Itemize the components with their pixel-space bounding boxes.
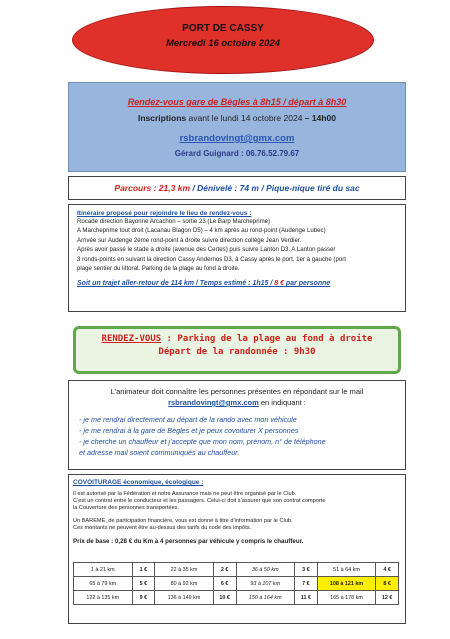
trip-price: 8 € <box>274 280 284 288</box>
table-cell: 6 € <box>213 577 236 591</box>
itinerary-line: A Marcheprime tout droit (Lacanau Blagon D5) – 4 km après au rond-point (Audenge Lubec) <box>77 227 326 235</box>
contact-email-link[interactable]: rsbrandovingt@gmx.com <box>179 133 295 144</box>
event-date: Mercredi 16 octobre 2024 <box>165 38 281 49</box>
trip-suffix: par personne <box>283 280 331 288</box>
rendezvous-line: Rendez-vous gare de Bègles à 8h15 / départ à 8h30 <box>127 97 347 107</box>
table-cell: 3 € <box>295 563 318 577</box>
inscriptions-prefix: Inscriptions <box>137 113 189 123</box>
table-cell: 12 € <box>376 591 399 605</box>
table-cell: 136 à 149 km <box>155 591 214 605</box>
carpool-text: Il est autorisé par la Fédération et notre Assurance mais ne peut être organisé par le Club. <box>73 491 297 497</box>
table-cell: 2 € <box>213 563 236 577</box>
highlighted-cell: 108 à 121 km <box>317 577 376 591</box>
rendezvous-label: RENDEZ-VOUS <box>101 334 162 344</box>
table-cell: 10 € <box>213 591 236 605</box>
itinerary-box <box>68 204 406 312</box>
table-cell: 36 à 50 km <box>236 563 295 577</box>
departure-time: Départ de la randonnée : 9h30 <box>158 347 316 357</box>
table-cell: 93 à 107 km <box>236 577 295 591</box>
rendezvous-highlight-box <box>73 326 401 374</box>
option-item: - je me rendrai directement au départ de la rando avec mon véhicule <box>79 415 297 424</box>
table-cell: 51 à 64 km <box>317 563 376 577</box>
route-distance: Parcours : 21,3 km <box>114 183 191 193</box>
itinerary-heading: Itinéraire proposé pour rejoindre le lieu de rendez-vous : <box>77 210 252 217</box>
carpool-heading: COVOITURAGE économique, écologique : <box>73 479 204 486</box>
table-row <box>74 577 399 591</box>
base-price: Prix de base : 0,28 € du Km à 4 personnes par véhicule y compris le chauffeur. <box>73 538 304 546</box>
itinerary-line: Arrivée sur Audenge 2ème rond-point à droite suivre direction collège Jean Verdier. <box>77 236 302 244</box>
table-row <box>74 563 399 577</box>
option-item: - je cherche un chauffeur et j’accepte que mon nom, prénom, n° de téléphone <box>79 437 326 446</box>
contact-person: Gérard Guignard : 06.76.52.79.67 <box>174 149 300 158</box>
inscriptions-deadline: avant le lundi 14 octobre 2024 <box>188 113 303 123</box>
animator-email-line <box>69 398 405 407</box>
highlighted-cell: 8 € <box>376 577 399 591</box>
rendezvous-parking <box>76 334 398 344</box>
trip-text: Soit un trajet aller-retour de 114 km / Temps estimé : 1h15 / <box>77 280 275 288</box>
table-cell: 22 à 35 km <box>155 563 214 577</box>
carpool-text: la Couverture des personnes transportées. <box>73 505 180 512</box>
carpool-text: C’est un contrat entre le conducteur et les passagers. Celui-ci doit s’assurer que son contrat comporte <box>73 498 326 505</box>
carpool-box <box>68 474 406 624</box>
table-row <box>74 591 399 605</box>
animator-box <box>68 380 406 470</box>
option-item: - je me rendrai à la gare de Bègles et je peux covoiturer X personnes <box>79 426 299 435</box>
table-cell: 9 € <box>132 591 155 605</box>
itinerary-line: 3 ronds-points en suivant la direction Cassy Andernos D3, à Cassy après le port, 1er à gauche (port <box>77 255 346 263</box>
itinerary-line: Après avoir passé le stade à droite (avenue des Certes) puis suivre Lanton D3. A Lanton passer <box>77 246 336 254</box>
animator-email-link[interactable]: rsbrandovingt@gmx.com <box>168 398 259 407</box>
itinerary-line: plage sentier du littoral. Parking de la plage au fond à droite. <box>77 265 240 273</box>
route-summary <box>68 176 406 200</box>
table-cell: 4 € <box>376 563 399 577</box>
itinerary-line: Rocade direction Bayonne Arcachon – sortie 23 (Le Barp Marcheprime) <box>77 218 271 225</box>
table-cell: 5 € <box>132 577 155 591</box>
carpool-text: Un BAREME, de participation financière, vous est donné à titre d’information par le Club. <box>73 517 293 524</box>
table-cell: 150 à 164 km <box>236 591 295 605</box>
table-cell: 1 € <box>132 563 155 577</box>
price-table <box>73 562 399 605</box>
animator-email-suffix: en indiquant : <box>258 398 306 407</box>
table-cell: 165 à 178 km <box>317 591 376 605</box>
rendezvous-location: : Parking de la plage au fond à droite <box>161 334 373 344</box>
route-details: / Dénivelé : 74 m / Pique-nique tiré du sac <box>190 183 360 193</box>
inscriptions-line <box>69 113 405 123</box>
animator-instruction: L’animateur doit connaître les personnes présentes en répondant sur le mail <box>110 387 364 396</box>
table-cell: 122 à 135 km <box>74 591 133 605</box>
option-item: et adresse mail soient communiqués au chauffeur. <box>79 448 240 457</box>
table-cell: 1 à 21 km <box>74 563 133 577</box>
table-cell: 11 € <box>295 591 318 605</box>
table-cell: 65 à 79 km <box>74 577 133 591</box>
table-cell: 80 à 92 km <box>155 577 214 591</box>
table-cell: 7 € <box>295 577 318 591</box>
inscriptions-time: – 14h00 <box>302 113 336 123</box>
title-banner <box>72 6 374 74</box>
page-title: PORT DE CASSY <box>182 23 264 34</box>
carpool-text: Ces montants ne peuvent être au-dessus des tarifs du code des impôts. <box>73 524 252 531</box>
trip-summary <box>77 280 405 287</box>
meeting-info-box <box>68 82 406 172</box>
